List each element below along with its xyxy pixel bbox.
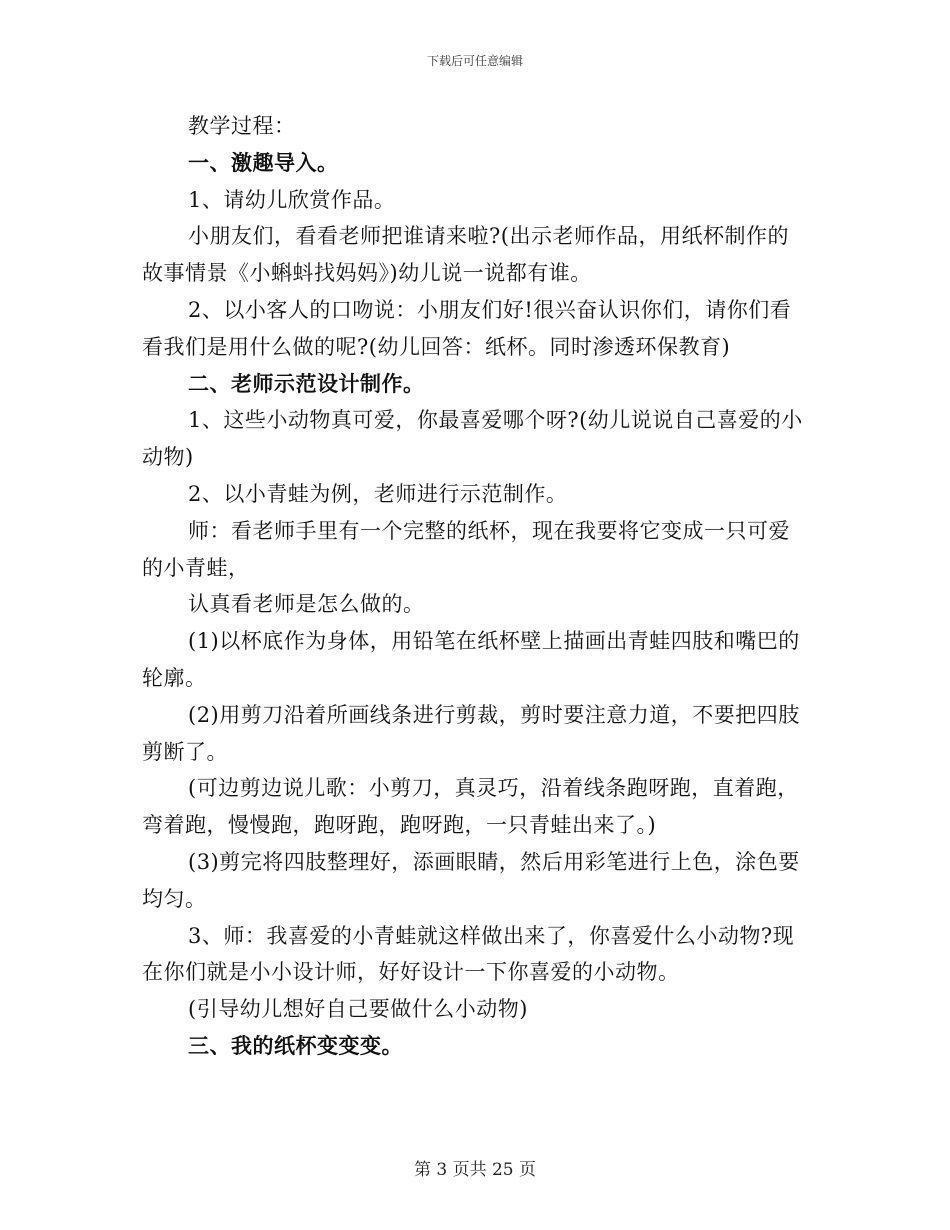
text-line: (可边剪边说儿歌：小剪刀，真灵巧，沿着线条跑呀跑，直着跑， [188, 776, 799, 801]
section-heading: 一、激趣导入。 [188, 149, 339, 175]
text-line: 2、以小青蛙为例，老师进行示范制作。 [188, 482, 568, 506]
text-line: (1)以杯底作为身体，用铅笔在纸杯壁上描画出青蛙四肢和嘴巴的 [188, 629, 800, 654]
text-line: 的小青蛙， [142, 555, 250, 580]
text-line: 认真看老师是怎么做的。 [188, 592, 425, 617]
text-line: 1、这些小动物真可爱，你最喜爱哪个呀?(幼儿说说自己喜爱的小 [188, 408, 803, 433]
text-line: 师：看老师手里有一个完整的纸杯，现在我要将它变成一只可爱 [188, 518, 790, 543]
section-heading: 三、我的纸杯变变变。 [188, 1033, 403, 1058]
text-line: 动物) [142, 445, 194, 470]
text-line: 教学过程： [188, 114, 296, 138]
text-line: 轮廓。 [142, 666, 207, 690]
text-line: 1、请幼儿欣赏作品。 [188, 187, 396, 212]
text-line: 弯着跑，慢慢跑，跑呀跑，跑呀跑，一只青蛙出来了。) [142, 813, 657, 838]
page-footer: 第 3 页共 25 页 [413, 1160, 537, 1180]
text-line: 剪断了。 [142, 739, 228, 764]
text-line: 看我们是用什么做的呢?(幼儿回答：纸杯。同时渗透环保教育) [142, 334, 731, 359]
page-header: 下载后可任意编辑 [426, 54, 523, 68]
text-line: (引导幼儿想好自己要做什么小动物) [188, 997, 528, 1022]
section-heading: 二、老师示范设计制作。 [188, 370, 425, 396]
text-line: (3)剪完将四肢整理好，添画眼睛，然后用彩笔进行上色，涂色要 [188, 850, 800, 874]
text-line: (2)用剪刀沿着所画线条进行剪裁，剪时要注意力道，不要把四肢 [188, 702, 800, 727]
text-line: 3、师：我喜爱的小青蛙就这样做出来了，你喜爱什么小动物?现 [188, 923, 795, 948]
text-line: 故事情景《小蝌蚪找妈妈》)幼儿说一说都有谁。 [142, 261, 592, 286]
text-line: 2、以小客人的口吻说：小朋友们好!很兴奋认识你们，请你们看 [188, 298, 792, 322]
text-line: 在你们就是小小设计师，好好设计一下你喜爱的小动物。 [142, 960, 680, 985]
text-line: 均匀。 [142, 886, 207, 911]
text-line: 小朋友们，看看老师把谁请来啦?(出示老师作品，用纸杯制作的 [188, 224, 789, 249]
